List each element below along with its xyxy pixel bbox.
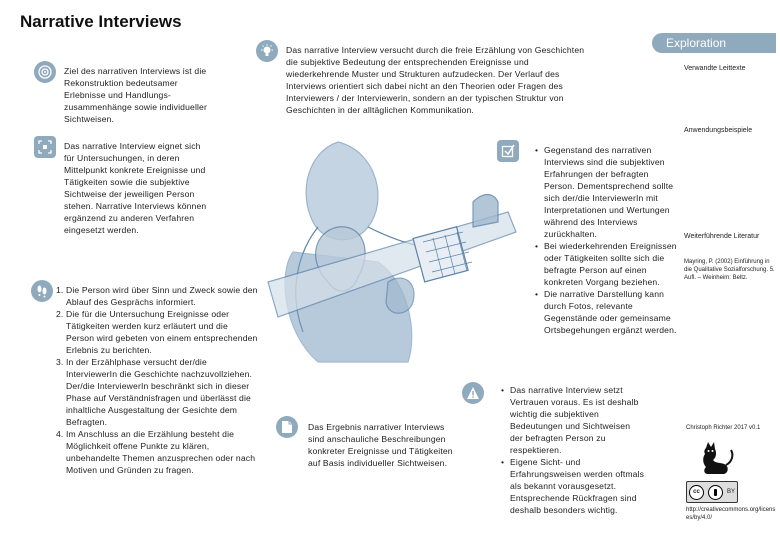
warning-bullets: [500, 384, 645, 516]
page-title: Narrative Interviews: [20, 12, 182, 31]
focus-icon: [34, 136, 56, 158]
warning-icon: [462, 382, 484, 404]
list-item: 3. In der Erzählphase versucht der/die InterviewerIn die Geschichte nachzuvollziehen. Der/die InterviewerIn beschränkt sich in dieser Phase auf Verständnisfragen und überlässt die inhaltliche Ausgestaltung der Gesichte dem Befragten.: [66, 356, 258, 428]
related-texts-label: Verwandte Leittexte: [684, 65, 746, 72]
list-item: 2. Die für die Untersuchung Ereignisse oder Tätigkeiten werden kurz erläutert und die Person wird gebeten von einem entsprechenden Erlebnis zu berichten.: [66, 308, 258, 356]
warning-bullets-wrap: [500, 384, 645, 516]
further-reading-label: Weiterführende Literatur: [684, 233, 760, 240]
author-text: Christoph Richter 2017 v0.1: [686, 425, 761, 431]
cc-by-label: BY: [726, 489, 735, 495]
list-item: • Das narrative Interview setzt Vertrauen voraus. Es ist deshalb wichtig die subjektiven Bedeutungen und Sichtweisen der befragten Person zu respektieren.: [510, 384, 645, 456]
cat-icon: [698, 440, 738, 476]
license-link[interactable]: http://creativecommons.org/licenses/by/4.0/: [686, 507, 776, 521]
focus-bullets-wrap: [534, 144, 679, 336]
category-badge: Exploration: [652, 33, 776, 53]
list-item: • Gegenstand des narrativen Interviews sind die subjektiven Erfahrungen der befragten Person. Dementsprechend sollte sich der/die InterviewerIn mit Interpretationen und Wertungen während des Interviews zurückhalten.: [544, 144, 679, 240]
steps-list: [48, 284, 258, 476]
list-item: 1. Die Person wird über Sinn und Zweck sowie den Ablauf des Gesprächs informiert.: [66, 284, 258, 308]
reference-text: Mayring, P. (2002) Einführung in die Qualitative Sozialforschung. 5. Aufl. – Weinheim: Beltz.: [684, 259, 775, 281]
list-item: • Die narrative Darstellung kann durch Fotos, relevante Gegenstände oder gemeinsame Ortsbegehungen ergänzt werden.: [544, 288, 679, 336]
examples-label: Anwendungsbeispiele: [684, 127, 753, 134]
focus-bullets: [534, 144, 679, 336]
list-item: • Eigene Sicht- und Erfahrungsweisen werden oftmals als bekannt vorausgesetzt. Entsprechende Rückfragen sind deshalb besonders wichtig.: [510, 456, 645, 516]
goal-text: Ziel des narrativen Interviews ist die Rekonstruktion bedeutsamer Erlebnisse und Handlungs-zusammenhänge sowie individueller Sichtweisen.: [64, 66, 208, 124]
document-icon: [276, 416, 298, 438]
intro-text: Das narrative Interview versucht durch die freie Erzählung von Geschichten die subjektive Bedeutung der entsprechenden Ereignisse und wiederkehrende Muster und Strukturen aufzudecken. Der Verlauf des Interviews orientiert sich dabei nicht an den Theorien oder Fragen des Interviewers / der Interviewerin, sondern an der typischen Struktur von Geschichten in der alltäglichen Kommunikation.: [286, 45, 585, 115]
list-item: • Bei wiederkehrenden Ereignissen oder Tätigkeiten sollte sich die befragte Person auf einen konkreten Vorgang beziehen.: [544, 240, 679, 288]
suitable-text: Das narrative Interview eignet sich für Untersuchungen, in deren Mittelpunkt konkrete Ereignisse und Tätigkeiten sowie die subjektive Sichtweise der jeweiligen Person stehen. Narrative Interviews können ergänzend zu anderen Verfahren eingesetzt werden.: [64, 141, 207, 235]
interview-illustration: [258, 132, 520, 372]
cc-license-badge[interactable]: [686, 481, 738, 503]
person-icon: [708, 485, 723, 500]
checkbox-icon: [497, 140, 519, 162]
cc-icon: cc: [689, 485, 704, 500]
lightbulb-icon: [256, 40, 278, 62]
list-item: 4. Im Anschluss an die Erzählung besteht die Möglichkeit offene Punkte zu klären, unbehandelte Themen anzusprechen oder nach Motiven und Gründen zu fragen.: [66, 428, 258, 476]
target-icon: [34, 61, 56, 83]
steps-list-wrap: [48, 284, 258, 476]
result-text: Das Ergebnis narrativer Interviews sind anschauliche Beschreibungen konkreter Ereignisse und Tätigkeiten auf Basis individueller Sichtweisen.: [308, 422, 453, 468]
